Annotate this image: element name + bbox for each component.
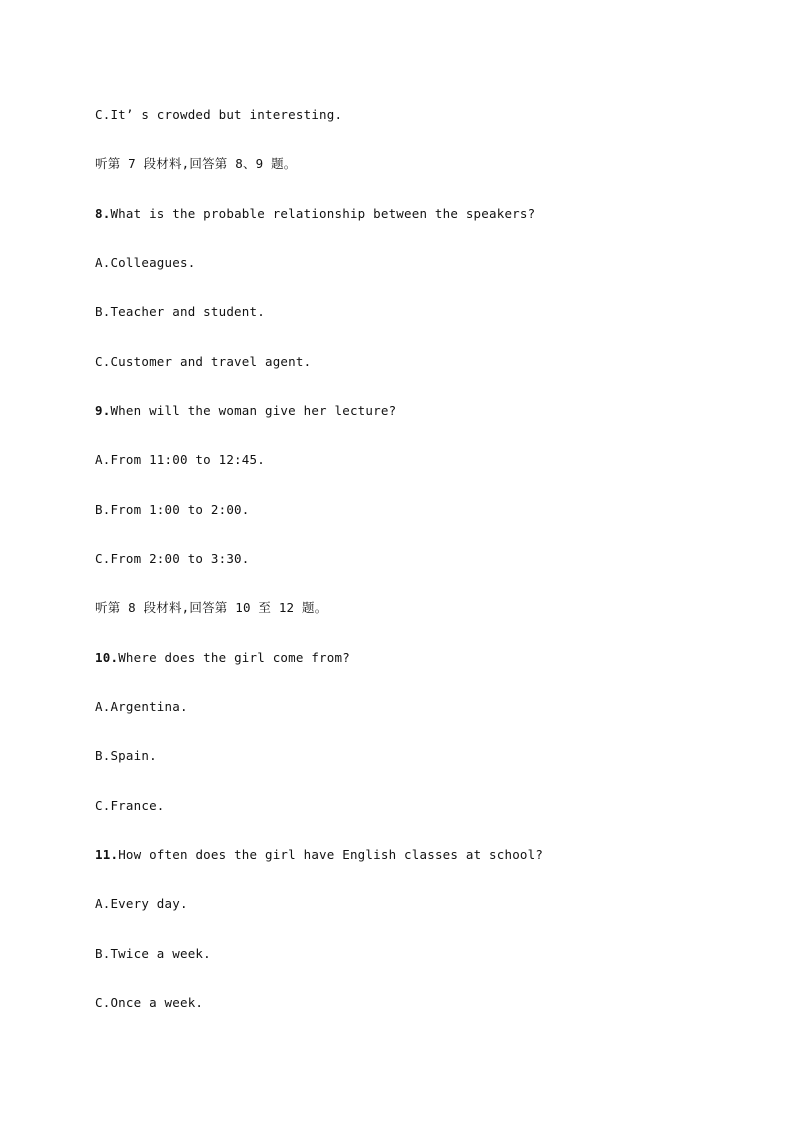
question-text: When will the woman give her lecture?: [110, 403, 397, 418]
question-11: [95, 847, 543, 863]
q10-option-b: B.Spain.: [95, 748, 157, 763]
q9-option-c: C.From 2:00 to 3:30.: [95, 551, 250, 566]
q11-option-b: B.Twice a week.: [95, 946, 211, 961]
q10-option-c: C.France.: [95, 798, 165, 813]
q9-option-a: A.From 11:00 to 12:45.: [95, 452, 265, 467]
question-8: [95, 206, 535, 222]
question-text: How often does the girl have English classes at school?: [118, 847, 544, 862]
question-number: 11.: [95, 847, 119, 862]
question-number: 9.: [95, 403, 111, 418]
option-c-prev: C.It’ s crowded but interesting.: [95, 107, 343, 122]
question-text: What is the probable relationship between the speakers?: [110, 206, 536, 221]
q10-option-a: A.Argentina.: [95, 699, 188, 714]
q11-option-a: A.Every day.: [95, 896, 188, 911]
q8-option-c: C.Customer and travel agent.: [95, 354, 312, 369]
section-instruction-7: 听第 7 段材料,回答第 8、9 题。: [95, 156, 297, 171]
question-text: Where does the girl come from?: [118, 650, 350, 665]
q11-option-c: C.Once a week.: [95, 995, 204, 1010]
question-10: [95, 650, 350, 666]
question-number: 10.: [95, 650, 119, 665]
question-9: [95, 403, 396, 419]
q8-option-a: A.Colleagues.: [95, 255, 196, 270]
q9-option-b: B.From 1:00 to 2:00.: [95, 502, 250, 517]
question-number: 8.: [95, 206, 111, 221]
q8-option-b: B.Teacher and student.: [95, 304, 265, 319]
section-instruction-8: 听第 8 段材料,回答第 10 至 12 题。: [95, 600, 328, 615]
